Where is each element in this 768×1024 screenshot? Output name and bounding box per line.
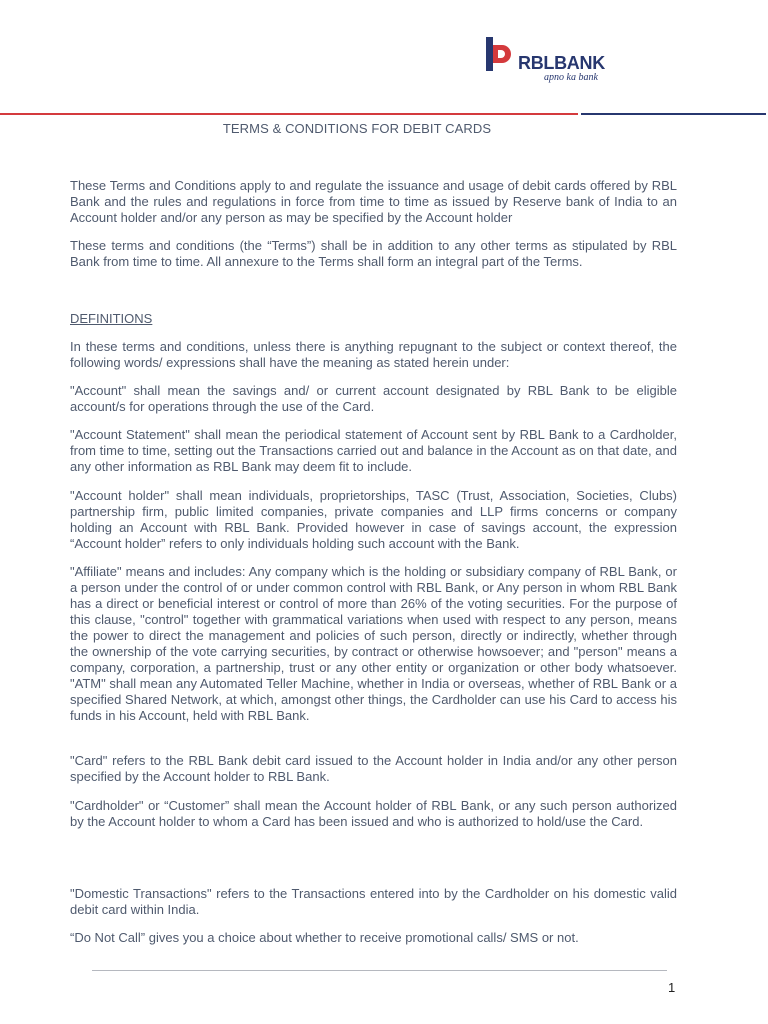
footer-divider [92, 970, 667, 971]
document-title: TERMS & CONDITIONS FOR DEBIT CARDS [222, 121, 492, 136]
definition-cardholder: "Cardholder" or “Customer” shall mean the Account holder of RBL Bank, or any such person authorized by the Account holder to whom a Card has been issued and who is authorized to hold/use the Card. [70, 798, 677, 829]
intro-paragraph-1: These Terms and Conditions apply to and regulate the issuance and usage of debit cards offered by RBL Bank and the rules and regulations in force from time to time as issued by Reserve bank of India to an Account holder and/or any person as may be specified by the Account holder [70, 178, 677, 225]
logo-tagline: apno ka bank [544, 72, 598, 83]
definition-do-not-call: “Do Not Call” gives you a choice about whether to receive promotional calls/ SMS or not. [70, 930, 579, 945]
intro-paragraph-2: These terms and conditions (the “Terms”) shall be in addition to any other terms as stipulated by RBL Bank from time to time. All annexure to the Terms shall form an integral part of the Terms. [70, 238, 677, 269]
rbl-logo-mark-icon [486, 37, 516, 71]
logo-wordmark: RBLBANK [518, 53, 605, 73]
definition-account-statement: "Account Statement" shall mean the periodical statement of Account sent by RBL Bank to a Cardholder, from time to time, setting out the Transactions carried out and balance in the Account as on that date, and any other information as RBL Bank may deem fit to include. [70, 427, 677, 474]
header-divider-red [0, 113, 578, 115]
header-divider-blue [581, 113, 766, 115]
page-number: 1 [668, 980, 676, 995]
rbl-bank-logo [486, 37, 610, 87]
definition-affiliate: "Affiliate" means and includes: Any company which is the holding or subsidiary company of RBL Bank, or a person under the control of or under common control with RBL Bank, or Any person in whom RBL Bank has a direct or beneficial interest or control of more than 26% of the voting securities. For the purpose of this clause, "control" together with grammatical variations when used with respect to any person, means the power to direct the management and policies of such person, directly or indirectly, whether through the ownership of the vote carrying securities, by contract or otherwise howsoever; and "person" means a company, corporation, a partnership, trust or any other entity or organization or other body whatsoever. "ATM" shall mean any Automated Teller Machine, whether in India or overseas, whether of RBL Bank or a specified Shared Network, at which, amongst other things, the Cardholder can use his Card to access his funds in his Account, held with RBL Bank. [70, 564, 677, 723]
definitions-heading: DEFINITIONS [70, 311, 153, 326]
definition-account: "Account" shall mean the savings and/ or current account designated by RBL Bank to be eligible account/s for operations through the use of the Card. [70, 383, 677, 414]
definition-account-holder: "Account holder" shall mean individuals, proprietorships, TASC (Trust, Association, Societies, Clubs) partnership firm, public limited companies, private companies and LLP firms concerns or company holding an Account with RBL Bank. Provided however in case of savings account, the expression “Account holder” refers to only individuals holding such account with the Bank. [70, 488, 677, 551]
definition-domestic-transactions: "Domestic Transactions" refers to the Transactions entered into by the Cardholder on his domestic valid debit card within India. [70, 886, 677, 917]
definitions-intro: In these terms and conditions, unless there is anything repugnant to the subject or context thereof, the following words/ expressions shall have the meaning as stated herein under: [70, 339, 677, 370]
definition-card: "Card" refers to the RBL Bank debit card issued to the Account holder in India and/or any other person specified by the Account holder to RBL Bank. [70, 753, 677, 784]
